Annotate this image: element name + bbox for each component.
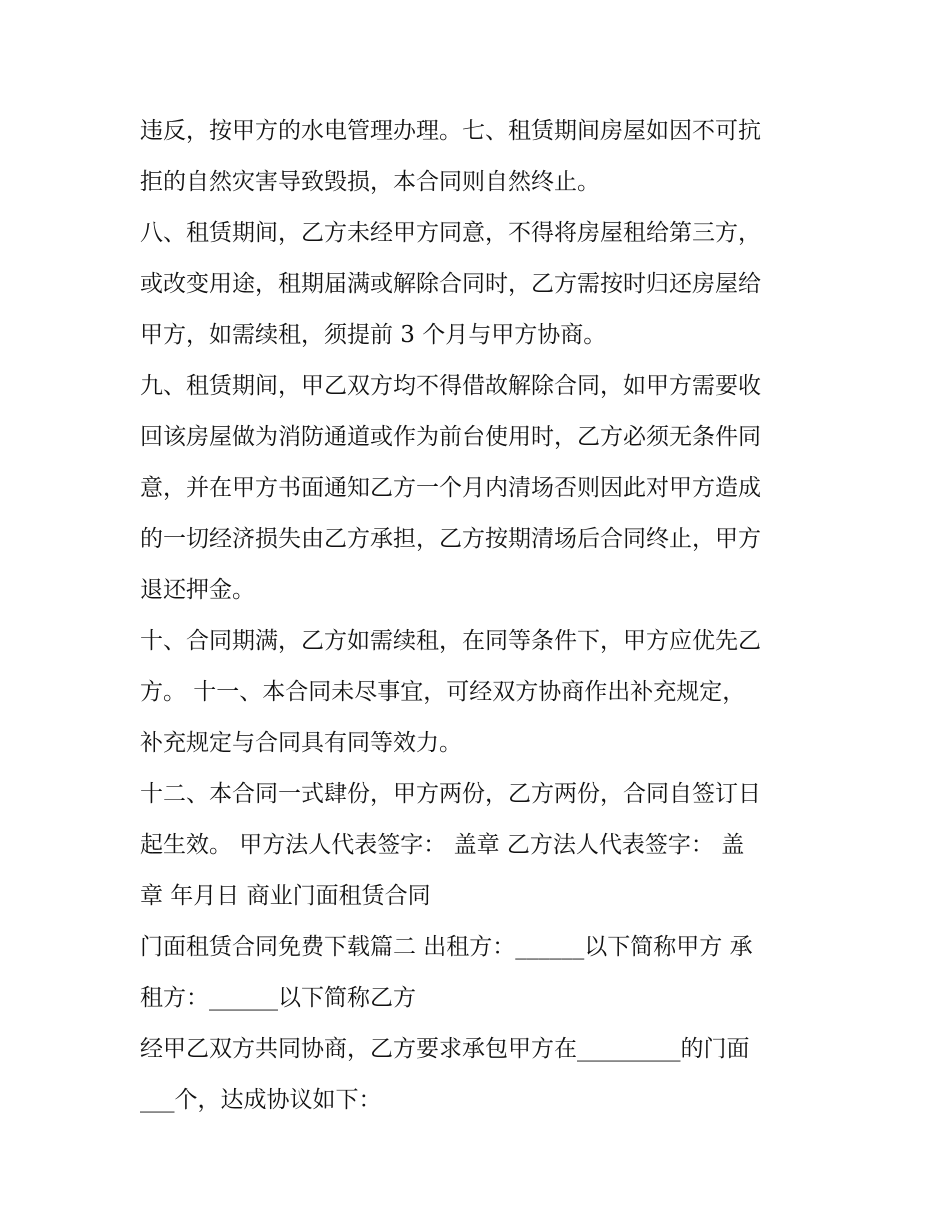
text-line: 门面租赁合同免费下载篇二 出租方：______以下简称甲方 承 (140, 934, 753, 960)
text-line: 的一切经济损失由乙方承担，乙方按期清场后合同终止，甲方 (140, 526, 761, 552)
text-line: 八、租赁期间，乙方未经甲方同意，不得将房屋租给第三方， (140, 220, 761, 246)
text-line: 或改变用途，租期届满或解除合同时，乙方需按时归还房屋给 (140, 271, 761, 297)
text-line: 拒的自然灾害导致毁损，本合同则自然终止。 (140, 169, 600, 195)
text-line: 意，并在甲方书面通知乙方一个月内清场否则因此对甲方造成 (140, 475, 761, 501)
document-body (140, 106, 820, 1126)
text-line: ___个，达成协议如下： (140, 1087, 382, 1113)
text-line: 十二、本合同一式肆份，甲方两份，乙方两份，合同自签订日 (140, 781, 761, 807)
text-line: 章 年月日 商业门面租赁合同 (140, 883, 431, 909)
text-line: 甲方，如需续租，须提前 3 个月与甲方协商。 (140, 322, 607, 348)
text-line: 九、租赁期间，甲乙双方均不得借故解除合同，如甲方需要收 (140, 373, 761, 399)
text-line: 经甲乙双方共同协商，乙方要求承包甲方在_________的门面 (140, 1036, 750, 1062)
text-line: 补充规定与合同具有同等效力。 (140, 730, 462, 756)
text-line: 租方：______以下简称乙方 (140, 985, 416, 1011)
text-line: 十、合同期满，乙方如需续租，在同等条件下，甲方应优先乙 (140, 628, 761, 654)
text-line: 回该房屋做为消防通道或作为前台使用时，乙方必须无条件同 (140, 424, 761, 450)
text-line: 起生效。 甲方法人代表签字： 盖章 乙方法人代表签字： 盖 (140, 832, 745, 858)
text-line: 违反，按甲方的水电管理办理。七、租赁期间房屋如因不可抗 (140, 118, 761, 144)
text-line: 方。 十一、本合同未尽事宜，可经双方协商作出补充规定， (140, 679, 746, 705)
text-line: 退还押金。 (140, 577, 255, 603)
